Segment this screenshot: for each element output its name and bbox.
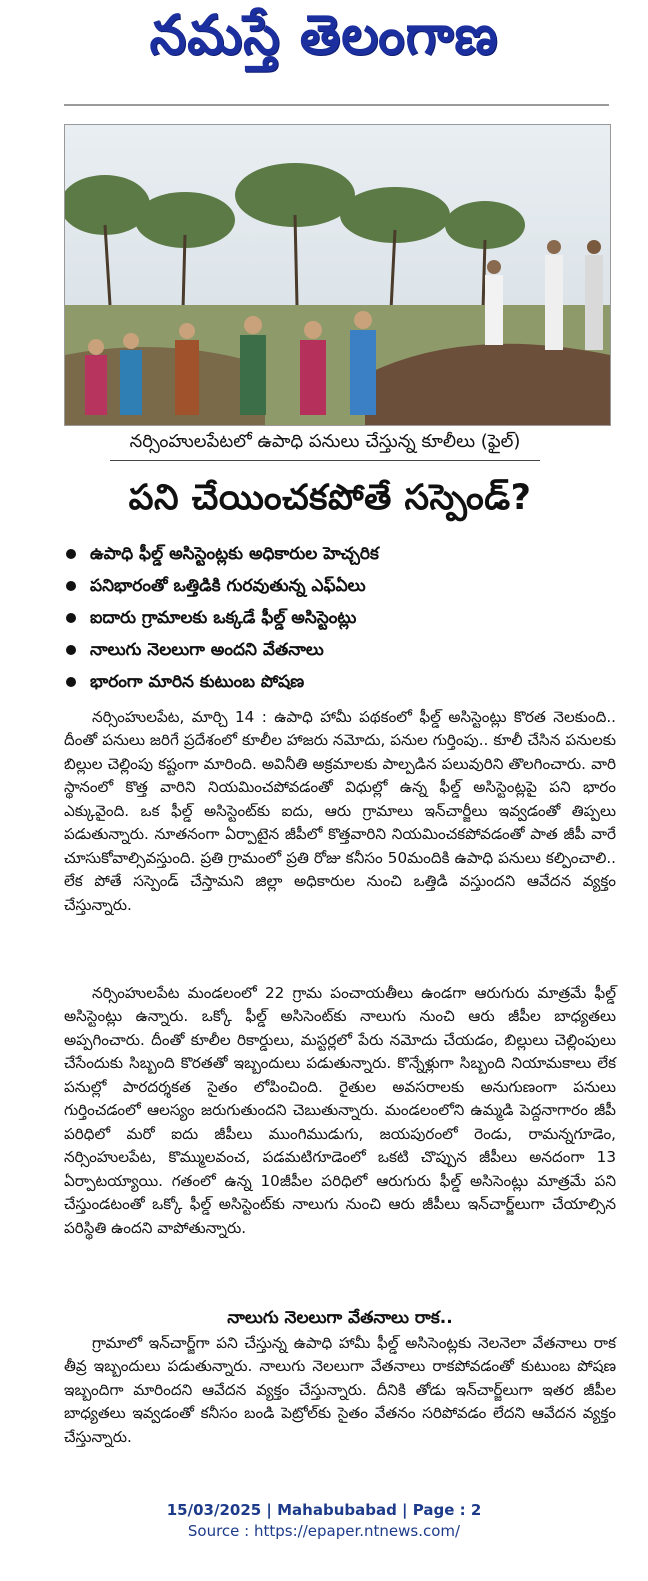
highlight-text: ఐదారు గ్రామాలకు ఒక్కడే ఫీల్డ్ అసిస్టెంట్లు [90,608,357,628]
highlight-item [66,602,626,634]
article-paragraph: గ్రామాలో ఇన్‌చార్జ్‌గా పని చేస్తున్న ఉపాధి హామీ ఫీల్డ్ అసిసెంట్లకు నెలనెలా వేతనాలు రాక తీవ్ర ఇబ్బందులు పడుతున్నారు. నాలుగు నెలలుగా వేతనాలు రాకపోవడంతో కుటుంబ పోషణ ఇబ్బందిగా మారిందని ఆవేదన వ్యక్తం చేస్తున్నారు. దీనికి తోడు ఇన్‌చార్జ్‌లుగా ఇతర జీపీల బాధ్యతలు ఇవ్వడంతో కనీసం బండి పెట్రోల్‌కు సైతం వేతనం సరిపోవడం లేదని ఆవేదన వ్యక్తం చేస్తున్నారు. [64,1334,616,1446]
headline: పని చేయించకపోతే సస్పెండ్? [128,478,532,518]
article-paragraph: నర్సింహులపేట, మార్చి 14 : ఉపాధి హామీ పథకంలో ఫీల్డ్ అసిస్టెంట్లు కొరత నెలకుంది.. దీంతో పనులు జరిగే ప్రదేశంలో కూలీల హాజరు నమోదు, పనుల గుర్తింపు.. కూలీ చేసిన పనులకు బిల్లుల చెల్లింపు కష్టంగా మారింది. అవినీతి అక్రమాలకు పాల్పడిన పలువురిని తొలగించారు. వారి స్థానంలో కొత్త వారిని నియమించపోవడంతో విధుల్లో ఉన్న ఫీల్డ్ అసిస్టెంట్లపై పని భారం ఎక్కువైంది. ఒక ఫీల్డ్ అసిస్టెంట్‌కు ఐదు, ఆరు గ్రామాలు ఇన్‌చార్జీలు ఇవ్వడంతో తిప్పలు పడుతున్నారు. నూతనంగా ఏర్పాటైన జీపీలో కొత్తవారిని నియమించకపోవడంతో పాత జీపీ వారే చూసుకోవాల్సివస్తుంది. ప్రతి గ్రామంలో ప్రతి రోజు కనీసం 50మందికి ఉపాధి పనులు కల్పించాలి.. లేక పోతే సస్పెండ్ చేస్తామని జిల్లా అధికారుల నుంచి ఒత్తిడి వస్తుందని ఆవేదన వ్యక్తం చేస్తున్నారు. [64,708,616,914]
masthead-title: నమస్తే తెలంగాణ [149,4,499,68]
highlight-text: భారంగా మారిన కుటుంబ పోషణ [90,672,305,692]
bullet-icon [66,613,76,623]
highlight-text: పనిభారంతో ఒత్తిడికి గురవుతున్న ఎఫ్ఏలు [90,576,366,596]
photo-caption: నర్సింహులపేటలో ఉపాధి పనులు చేస్తున్న కూలీలు (ఫైల్) [110,428,540,461]
news-photo [64,124,611,426]
masthead [0,0,648,100]
article-body-part3 [64,1332,616,1449]
highlight-text: నాలుగు నెలలుగా అందని వేతనాలు [90,640,324,660]
article-subheading: నాలుగు నెలలుగా వేతనాలు రాక.. [227,1308,453,1328]
highlight-text: ఉపాధి ఫీల్డ్ అసిస్టెంట్లకు అధికారుల హెచ్చరిక [90,544,379,564]
article-body-part1 [64,706,616,917]
bullet-icon [66,645,76,655]
highlight-item [66,666,626,698]
footer-source: Source : https://epaper.ntnews.com/ [187,1522,461,1540]
page-footer [0,1500,648,1542]
highlight-item [66,538,626,570]
masthead-divider [64,104,609,106]
highlight-item [66,634,626,666]
highlight-item [66,570,626,602]
highlights-list [66,538,626,698]
bullet-icon [66,677,76,687]
article-body-part2 [64,982,616,1240]
footer-dateline: 15/03/2025 | Mahabubabad | Page : 2 [166,1501,482,1519]
article-paragraph: నర్సింహులపేట మండలంలో 22 గ్రామ పంచాయతీలు ఉండగా ఆరుగురు మాత్రమే ఫీల్డ్ అసిస్టెంట్లు ఉన్నారు. ఒక్కో ఫీల్డ్ అసిసెంట్‌కు నాలుగు నుంచి ఆరు జీపీల బాధ్యతలు అప్పగించారు. దీంతో కూలీల రికార్డులు, మస్టర్లలో పేరు నమోదు చేయడం, బిల్లులు చెల్లింపులు చేసేందుకు సిబ్బంది కొరతతో ఇబ్బందులు పడుతున్నారు. కొన్నేళ్లుగా సిబ్బంది నియామకాలు లేక పనుల్లో పారదర్శకత సైతం లోపించింది. రైతుల అవసరాలకు అనుగుణంగా పనులు గుర్తించడంలో ఆలస్యం జరుగుతుందని చెబుతున్నారు. మండలంలోని ఉమ్మడి పెద్దనాగారం జీపీ పరిధిలో మరో ఐదు జీపీలు ముంగిముడుగు, జయపురంలో రెండు, రామన్నగూడెం, నర్సింహులపేట, కొమ్ములవంచ, పడమటిగూడెంలో ఒకటి చొప్పున జీపీలు అనదంగా 13 ఏర్పాటయ్యాయి. గతంలో ఉన్న 10జీపీల పరిధిలో ఆరుగురు ఫీల్డ్ అసిసెంట్లు మాత్రమే పని చేస్తుండటంతో ఒక్కో ఫీల్డ్ అసిస్టెంట్‌కు నాలుగు నుంచి ఆరు జీపీలు ఇన్‌చార్జ్‌లుగా చేయాల్సిన పరిస్థితి ఉందని వాపోతున్నారు. [64,984,616,1237]
bullet-icon [66,549,76,559]
bullet-icon [66,581,76,591]
